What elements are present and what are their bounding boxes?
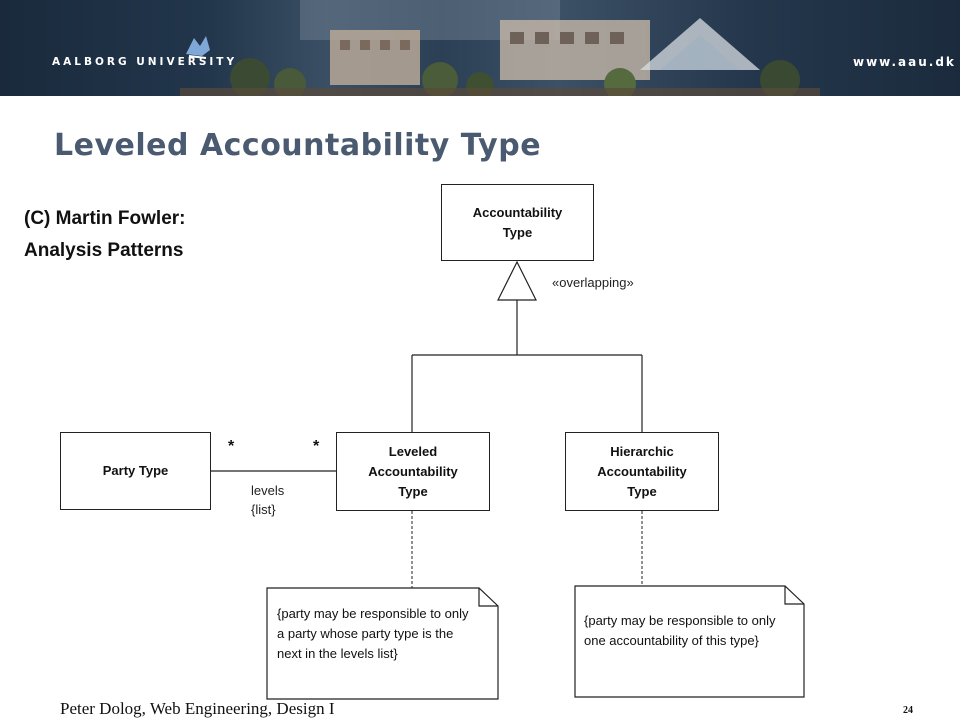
hierarchic-accountability-type-class (565, 432, 719, 511)
leveled-accountability-type-class (336, 432, 490, 511)
party-type-class (60, 432, 211, 510)
generalization-arrow (498, 262, 536, 300)
page-number: 24 (903, 705, 913, 716)
party-type-label: Party Type (102, 463, 169, 478)
hierarchic-line-2: Accountability (597, 463, 687, 479)
note-leveled-line-2: a party whose party type is the (277, 626, 454, 641)
citation-line-1: (C) Martin Fowler: (24, 208, 186, 229)
levels-label-line-1: levels (251, 483, 285, 498)
note-leveled-line-1: {party may be responsible to only (277, 606, 469, 621)
hierarchic-line-1: Hierarchic (610, 443, 674, 459)
overlapping-stereotype: «overlapping» (552, 275, 634, 290)
note-leveled-line-3: next in the levels list} (277, 646, 398, 661)
multiplicity-right: * (313, 438, 320, 455)
accountability-type-line-2: Type (502, 224, 533, 240)
slide-title: Leveled Accountability Type (54, 128, 542, 163)
note-hierarchic-line-1: {party may be responsible to only (584, 613, 776, 628)
hierarchic-line-3: Type (627, 483, 657, 499)
leveled-line-2: Accountability (368, 463, 458, 479)
footer-author: Peter Dolog, Web Engineering, Design I (60, 699, 335, 718)
accountability-type-line-1: Accountability (472, 204, 563, 220)
levels-label (251, 481, 284, 519)
university-name: AALBORG UNIVERSITY (52, 56, 238, 68)
multiplicity-left: * (228, 438, 235, 455)
accountability-type-class (441, 184, 594, 261)
levels-label-line-2: {list} (251, 502, 276, 517)
note-leveled (277, 604, 469, 664)
citation-line-2: Analysis Patterns (24, 240, 184, 261)
note-hierarchic (584, 611, 776, 651)
leveled-line-1: Leveled (388, 443, 438, 459)
note-hierarchic-line-2: one accountability of this type} (584, 633, 759, 648)
university-website: www.aau.dk (853, 55, 956, 69)
leveled-line-3: Type (398, 483, 428, 499)
